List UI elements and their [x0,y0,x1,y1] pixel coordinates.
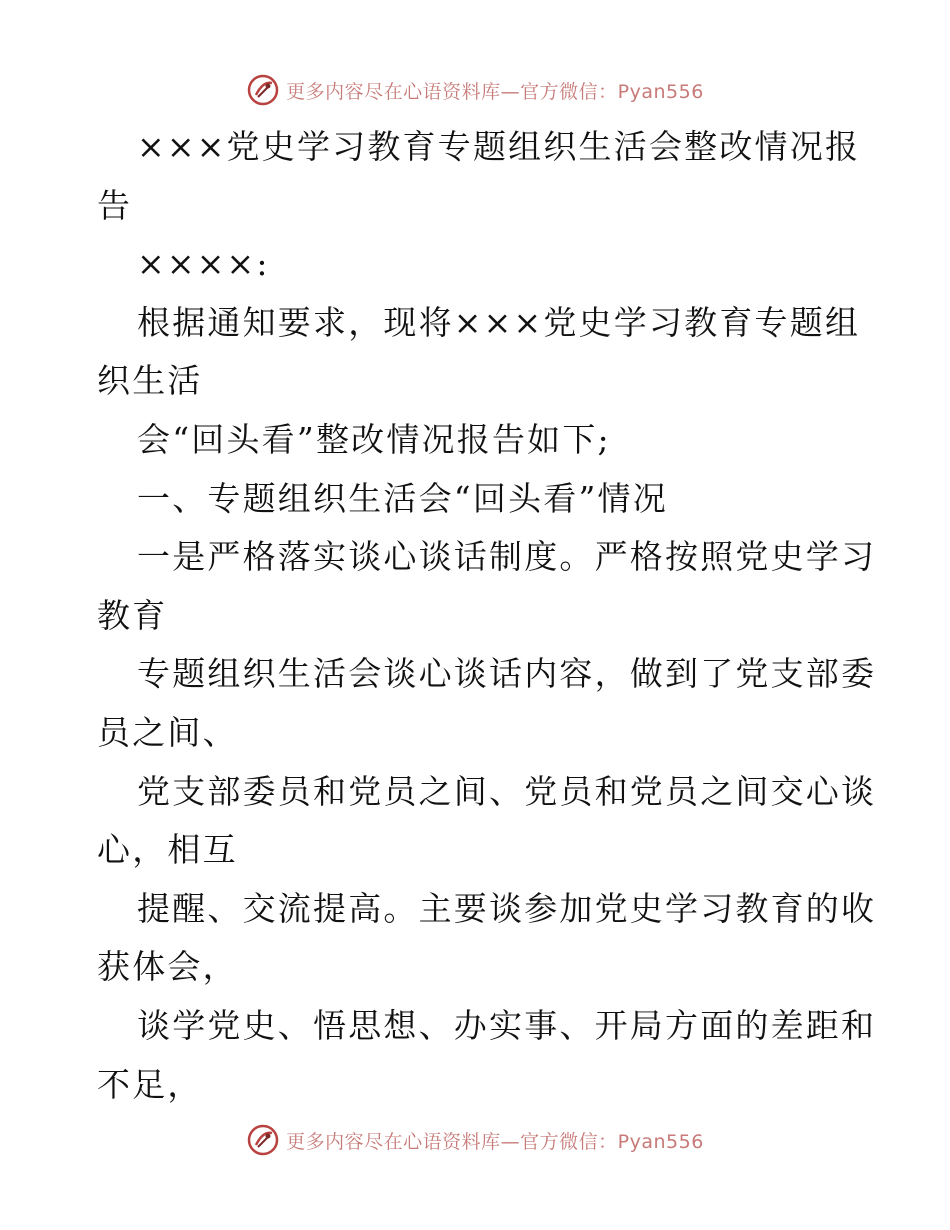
text-line: 获体会， [97,947,238,987]
text-line: 会“回头看”整改情况报告如下; [137,419,611,459]
text-line: 提醒、交流提高。主要谈参加党史学习教育的收 [137,888,877,928]
text-line: 根据通知要求，现将×××党史学习教育专题组 [137,302,861,342]
text-line: 专题组织生活会谈心谈话内容，做到了党支部委 [137,654,877,694]
text-line: 一是严格落实谈心谈话制度。严格按照党史学习 [137,537,877,577]
watermark-group [246,1123,704,1157]
text-line: 员之间、 [97,712,238,752]
watermark-text: 更多内容尽在心语资料库—官方微信：Pyan556 [286,1130,704,1153]
text-line: ××××: [137,244,270,284]
document-body [97,118,877,1114]
watermark-group [246,73,704,107]
text-line: 教育 [97,595,168,635]
text-line: 心，相互 [97,830,238,870]
text-line: 谈学党史、悟思想、办实事、开局方面的差距和 [137,1005,877,1045]
watermark-text: 更多内容尽在心语资料库—官方微信：Pyan556 [286,80,704,103]
brand-logo-icon [246,1123,280,1157]
text-line: 一、专题组织生活会“回头看”情况 [137,478,668,518]
text-line: 织生活 [97,361,203,401]
header-watermark [0,70,950,110]
text-line: 不足， [97,1064,203,1104]
brand-logo-icon [246,73,280,107]
footer-watermark [0,1120,950,1160]
text-line: ×××党史学习教育专题组织生活会整改情况报 [137,127,861,166]
text-line: 党支部委员和党员之间、党员和党员之间交心谈 [137,771,877,811]
text-line: 告 [97,185,133,225]
